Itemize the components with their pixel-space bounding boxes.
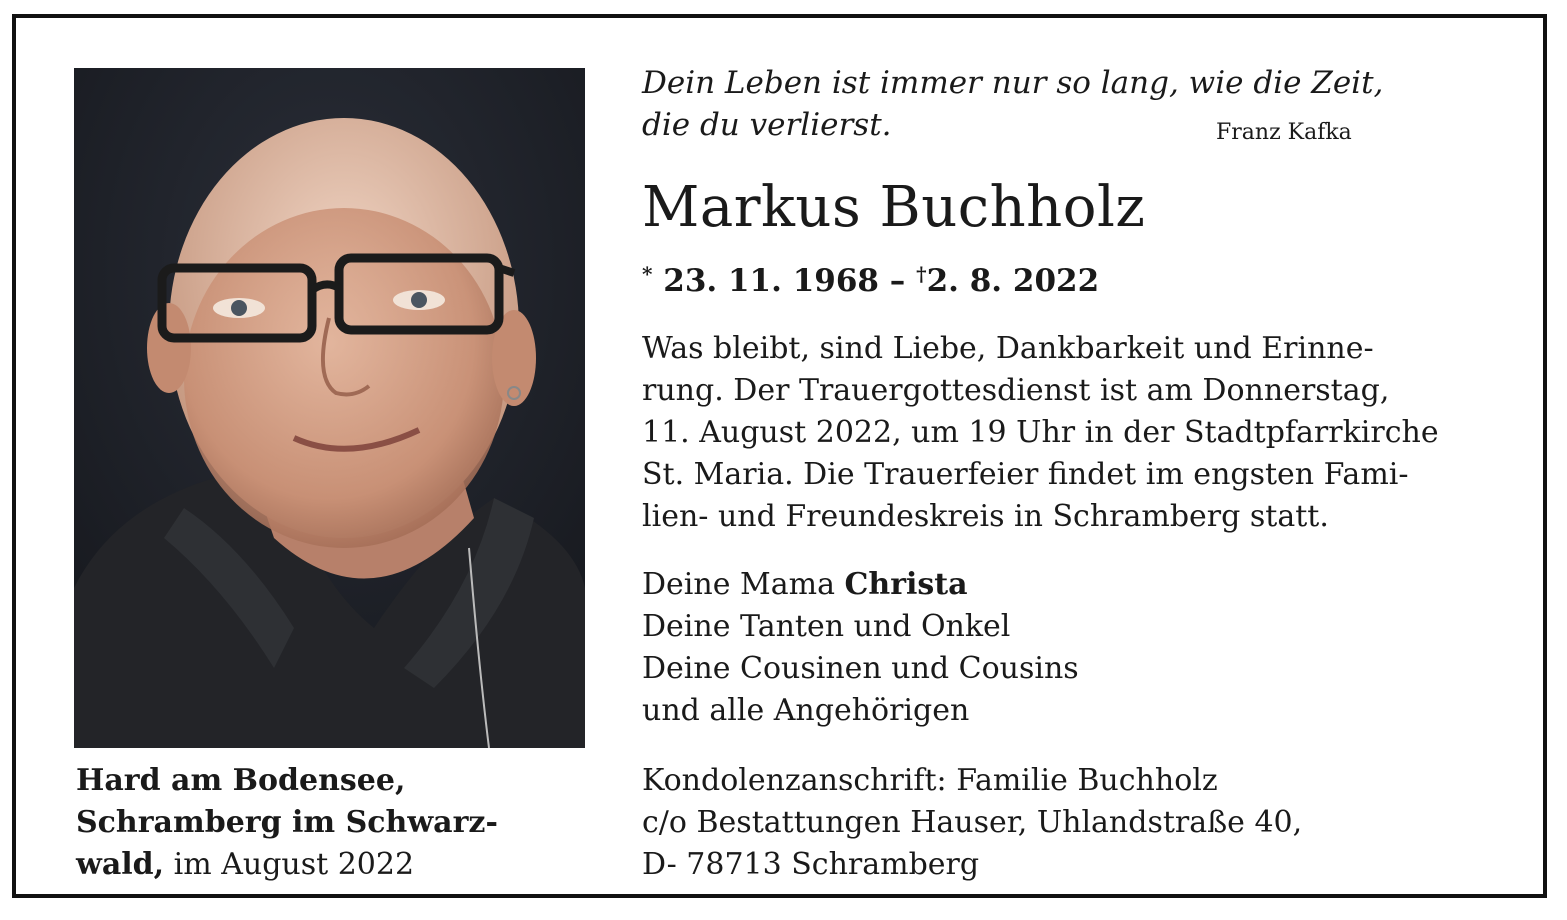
mourners-line: und alle Angehörigen <box>642 693 970 728</box>
deceased-name: Markus Buchholz <box>642 175 1146 240</box>
mourners-line: Deine Tanten und Onkel <box>642 609 1011 644</box>
location-date-note <box>76 760 576 886</box>
body-line: lien- und Freundeskreis in Schramberg statt. <box>642 499 1329 534</box>
quote-line-2: die du verlierst. <box>642 107 892 143</box>
address-line-2: c/o Bestattungen Hauser, Uhlandstraße 40, <box>642 805 1303 840</box>
portrait-photo <box>74 68 585 748</box>
mourners-list <box>642 564 1502 732</box>
body-line: 11. August 2022, um 19 Uhr in der Stadtpfarrkirche <box>642 415 1439 450</box>
obituary-card <box>12 14 1547 898</box>
death-symbol: † <box>916 262 927 286</box>
birth-date: 23. 11. 1968 <box>663 263 879 299</box>
location-line-1: Hard am Bodensee, <box>76 763 406 798</box>
mama-name: Christa <box>844 567 968 602</box>
death-date: 2. 8. 2022 <box>926 263 1100 299</box>
mama-prefix: Deine Mama <box>642 567 845 602</box>
address-line-1: Kondolenzanschrift: Familie Buchholz <box>642 763 1218 798</box>
date-separator: – <box>889 263 906 299</box>
mourners-line: Deine Cousinen und Cousins <box>642 651 1079 686</box>
quote-line-1: Dein Leben ist immer nur so lang, wie die Zeit, <box>642 65 1384 101</box>
obituary-body <box>642 328 1502 538</box>
location-line-3-rest: im August 2022 <box>164 847 415 882</box>
quote-author: Franz Kafka <box>1216 120 1352 145</box>
life-dates <box>642 254 1099 301</box>
location-line-3-bold: wald, <box>76 847 165 882</box>
condolence-address <box>642 760 1502 886</box>
birth-symbol: * <box>642 262 653 286</box>
body-line: rung. Der Trauergottesdienst ist am Donnerstag, <box>642 373 1390 408</box>
address-line-3: D- 78713 Schramberg <box>642 847 980 882</box>
body-line: St. Maria. Die Trauerfeier findet im engsten Fami- <box>642 457 1409 492</box>
body-line: Was bleibt, sind Liebe, Dankbarkeit und Erinne- <box>642 331 1374 366</box>
location-line-2: Schramberg im Schwarz- <box>76 805 498 840</box>
